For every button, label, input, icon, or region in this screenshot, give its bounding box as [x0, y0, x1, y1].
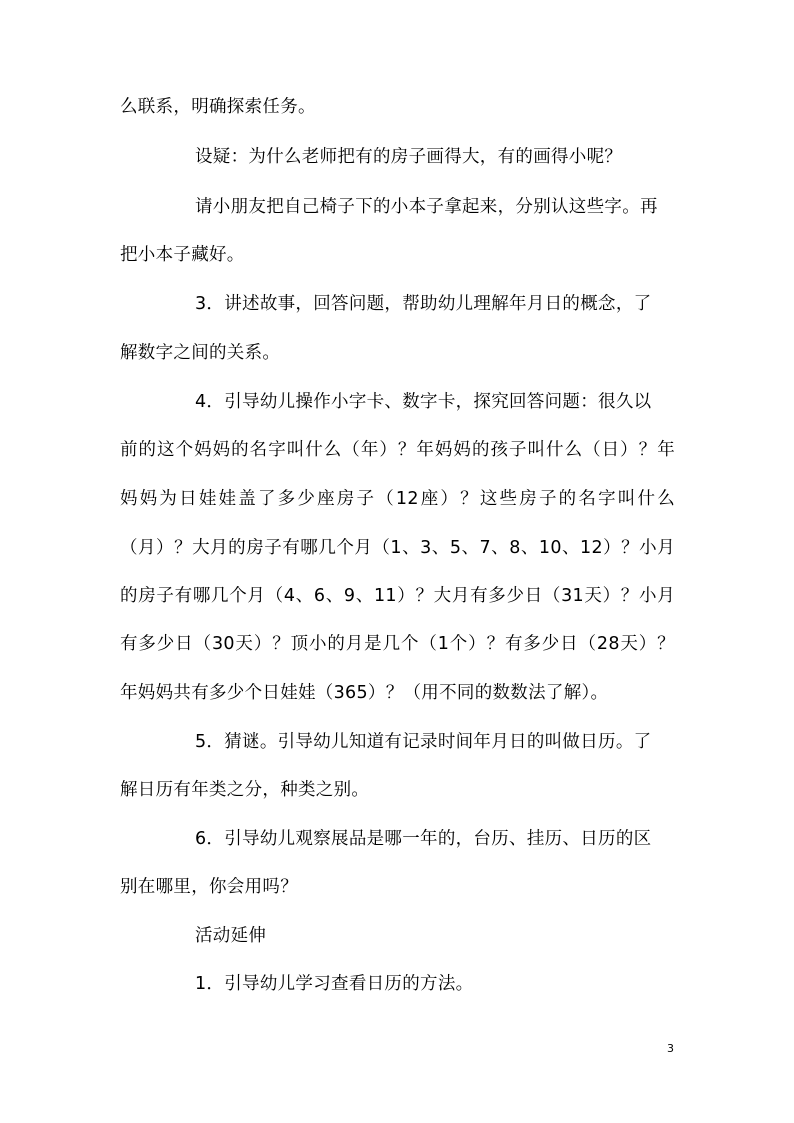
paragraph-line: 6．引导幼儿观察展品是哪一年的，台历、挂历、日历的区: [195, 829, 652, 849]
paragraph-line: 4．引导幼儿操作小字卡、数字卡，探究回答问题：很久以: [195, 392, 652, 412]
paragraph-line: 5．猜谜。引导幼儿知道有记录时间年月日的叫做日历。了: [195, 732, 652, 752]
paragraph-line: 3．讲述故事，回答问题，帮助幼儿理解年月日的概念，了: [195, 294, 652, 314]
paragraph-line: 请小朋友把自己椅子下的小本子拿起来，分别认这些字。再: [195, 197, 658, 217]
paragraph-line: 的房子有哪几个月（4、6、9、11）？大月有多少日（31天）？小月: [120, 586, 675, 606]
paragraph-line: 1．引导幼儿学习查看日历的方法。: [195, 974, 474, 994]
paragraph-line: 解数字之间的关系。: [120, 343, 281, 363]
paragraph-line: 么联系，明确探索任务。: [120, 97, 316, 117]
paragraph-line: 妈妈为日娃娃盖了多少座房子（12座）？这些房子的名字叫什么: [120, 489, 675, 509]
paragraph-line: 前的这个妈妈的名字叫什么（年）？年妈妈的孩子叫什么（日）？年: [120, 440, 675, 460]
paragraph-line: 解日历有年类之分，种类之别。: [120, 780, 370, 800]
paragraph-line: （月）？大月的房子有哪几个月（1、3、5、7、8、10、12）？小月: [120, 538, 675, 558]
paragraph-line: 年妈妈共有多少个日娃娃（365）？（用不同的数数法了解）。: [120, 683, 609, 703]
paragraph-line: 有多少日（30天）？顶小的月是几个（1个）？有多少日（28天）？: [120, 634, 675, 654]
paragraph-line: 别在哪里，你会用吗？: [120, 877, 298, 897]
page-number: 3: [667, 1042, 674, 1055]
paragraph-line: 设疑：为什么老师把有的房子画得大，有的画得小呢？: [195, 147, 623, 167]
paragraph-line: 把小本子藏好。: [120, 245, 245, 265]
section-heading: 活动延伸: [195, 926, 267, 946]
